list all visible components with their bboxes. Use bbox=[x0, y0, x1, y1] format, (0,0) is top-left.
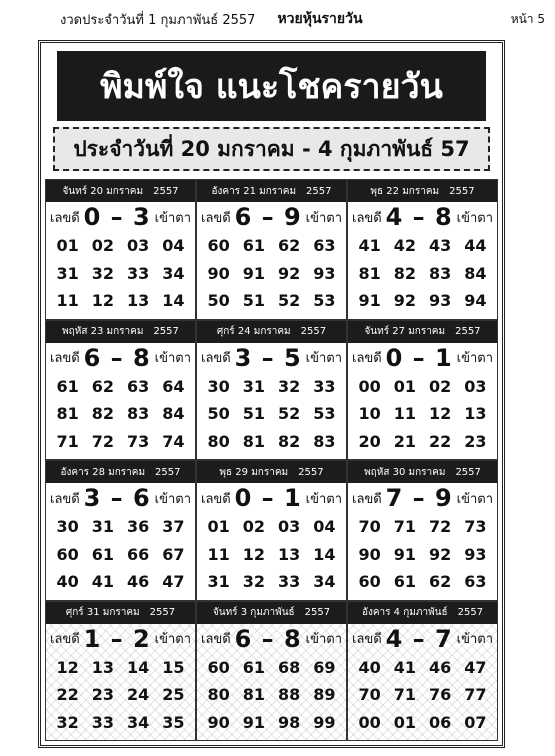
lottery-number: 90 bbox=[207, 712, 230, 732]
day-year: 2557 bbox=[300, 326, 327, 337]
number-row bbox=[352, 264, 493, 283]
lottery-number: 84 bbox=[162, 404, 185, 424]
day-header bbox=[348, 461, 497, 483]
lottery-number: 25 bbox=[162, 685, 185, 705]
lottery-number: 23 bbox=[91, 685, 114, 705]
lead-label: เลขดี bbox=[50, 491, 80, 507]
lottery-number: 33 bbox=[277, 572, 301, 592]
page-header bbox=[40, 6, 545, 32]
lottery-number: 22 bbox=[56, 685, 79, 705]
lottery-number: 47 bbox=[464, 657, 487, 677]
number-row bbox=[352, 377, 493, 396]
lead-row bbox=[46, 202, 195, 232]
number-row bbox=[50, 291, 191, 310]
lottery-number: 44 bbox=[464, 236, 487, 256]
lead-row bbox=[46, 624, 195, 654]
lottery-number: 31 bbox=[91, 517, 114, 537]
lottery-number: 90 bbox=[207, 263, 230, 283]
lottery-number: 52 bbox=[277, 291, 301, 311]
day-panel bbox=[196, 460, 347, 601]
tail-label: เข้าตา bbox=[456, 210, 493, 226]
day-panel bbox=[347, 601, 498, 742]
lead-numbers: 6 – 8 bbox=[234, 624, 302, 653]
lottery-number: 91 bbox=[242, 712, 265, 732]
lottery-number: 07 bbox=[464, 712, 487, 732]
lottery-number: 12 bbox=[428, 404, 452, 424]
day-year: 2557 bbox=[304, 607, 331, 618]
lottery-number: 94 bbox=[464, 291, 487, 311]
lottery-number: 61 bbox=[91, 544, 114, 564]
tail-label: เข้าตา bbox=[154, 210, 191, 226]
lottery-number: 66 bbox=[126, 544, 150, 564]
lottery-number: 00 bbox=[358, 712, 381, 732]
lottery-number: 12 bbox=[242, 544, 265, 564]
lottery-number: 63 bbox=[126, 376, 150, 396]
lead-label: เลขดี bbox=[50, 210, 80, 226]
lottery-number: 32 bbox=[277, 376, 301, 396]
lottery-number: 01 bbox=[393, 376, 416, 396]
lead-label: เลขดี bbox=[201, 210, 231, 226]
number-row bbox=[201, 685, 342, 704]
number-row bbox=[352, 545, 493, 564]
number-row bbox=[50, 404, 191, 423]
lottery-number: 14 bbox=[126, 657, 150, 677]
day-header bbox=[197, 461, 346, 483]
lead-label: เลขดี bbox=[352, 351, 382, 366]
lottery-number: 02 bbox=[428, 376, 452, 396]
lottery-number: 46 bbox=[428, 657, 452, 677]
lead-numbers: 0 – 3 bbox=[83, 203, 151, 231]
lottery-number: 71 bbox=[393, 685, 416, 705]
lottery-number: 13 bbox=[277, 544, 301, 564]
day-date: พุธ 22 มกราคม bbox=[370, 185, 440, 197]
lottery-number: 32 bbox=[56, 712, 79, 732]
lead-numbers: 6 – 9 bbox=[234, 203, 302, 231]
lottery-number: 43 bbox=[428, 236, 452, 256]
number-rows bbox=[46, 232, 195, 319]
lead-row bbox=[197, 343, 346, 373]
lottery-number: 53 bbox=[313, 291, 336, 311]
issue-date: งวดประจำวันที่ 1 กุมภาพันธ์ 2557 bbox=[60, 12, 256, 28]
day-header bbox=[46, 461, 195, 483]
day-panel bbox=[347, 460, 498, 601]
day-date: ศุกร์ 24 มกราคม bbox=[216, 326, 291, 337]
lottery-number: 41 bbox=[358, 236, 381, 256]
lottery-number: 40 bbox=[358, 657, 381, 677]
day-date: พฤหัส 23 มกราคม bbox=[62, 326, 144, 337]
number-rows bbox=[197, 373, 346, 460]
tail-label: เข้าตา bbox=[305, 351, 342, 366]
lottery-number: 62 bbox=[428, 572, 452, 592]
number-row bbox=[50, 377, 191, 396]
day-date: จันทร์ 27 มกราคม bbox=[364, 326, 446, 337]
day-header bbox=[46, 321, 195, 343]
day-year: 2557 bbox=[306, 185, 332, 197]
lead-row bbox=[46, 483, 195, 513]
lottery-number: 81 bbox=[242, 685, 265, 705]
day-year: 2557 bbox=[457, 607, 484, 618]
number-row bbox=[352, 432, 493, 451]
lottery-number: 34 bbox=[126, 712, 150, 732]
lottery-number: 82 bbox=[91, 404, 114, 424]
lottery-number: 62 bbox=[91, 376, 114, 396]
lottery-number: 91 bbox=[242, 263, 265, 283]
lottery-number: 50 bbox=[207, 404, 230, 424]
lottery-number: 01 bbox=[393, 712, 416, 732]
lottery-number: 03 bbox=[464, 376, 487, 396]
lottery-number: 52 bbox=[277, 404, 301, 424]
lottery-number: 93 bbox=[428, 291, 452, 311]
lottery-number: 11 bbox=[56, 291, 79, 311]
lottery-number: 37 bbox=[162, 517, 185, 537]
day-panel bbox=[347, 320, 498, 461]
number-row bbox=[201, 432, 342, 451]
lottery-number: 72 bbox=[428, 517, 452, 537]
lottery-number: 91 bbox=[358, 291, 381, 311]
lead-numbers: 0 – 1 bbox=[385, 343, 453, 372]
lottery-number: 03 bbox=[126, 236, 150, 256]
lottery-number: 93 bbox=[464, 544, 487, 564]
day-year: 2557 bbox=[449, 185, 475, 197]
lottery-number: 82 bbox=[277, 431, 301, 451]
lead-row bbox=[197, 202, 346, 232]
number-rows bbox=[348, 654, 497, 741]
lead-numbers: 3 – 6 bbox=[83, 484, 151, 512]
lottery-number: 60 bbox=[207, 657, 230, 677]
lead-numbers: 1 – 2 bbox=[83, 624, 151, 653]
lead-label: เลขดี bbox=[50, 351, 80, 366]
content-frame bbox=[38, 40, 505, 748]
number-row bbox=[50, 572, 191, 591]
lottery-number: 13 bbox=[464, 404, 487, 424]
day-header bbox=[197, 602, 346, 624]
lottery-number: 71 bbox=[393, 517, 416, 537]
day-date: อังคาร 21 มกราคม bbox=[211, 185, 297, 197]
number-rows bbox=[348, 373, 497, 460]
lottery-number: 00 bbox=[358, 376, 381, 396]
lottery-number: 69 bbox=[313, 657, 336, 677]
lottery-number: 42 bbox=[393, 236, 416, 256]
tail-label: เข้าตา bbox=[154, 491, 191, 507]
lottery-number: 98 bbox=[277, 712, 301, 732]
lottery-number: 20 bbox=[358, 431, 381, 451]
lottery-number: 99 bbox=[313, 712, 336, 732]
day-year: 2557 bbox=[455, 466, 481, 478]
number-row bbox=[201, 572, 342, 591]
lottery-number: 67 bbox=[162, 544, 185, 564]
lottery-number: 88 bbox=[277, 685, 301, 705]
lottery-number: 73 bbox=[464, 517, 487, 537]
lottery-number: 92 bbox=[277, 263, 301, 283]
lottery-number: 47 bbox=[162, 572, 185, 592]
lottery-number: 90 bbox=[358, 544, 381, 564]
lottery-number: 02 bbox=[242, 517, 265, 537]
number-row bbox=[201, 517, 342, 536]
day-date: พุธ 29 มกราคม bbox=[219, 466, 289, 478]
lottery-number: 12 bbox=[91, 291, 114, 311]
lottery-number: 92 bbox=[428, 544, 452, 564]
lottery-number: 03 bbox=[277, 517, 301, 537]
lottery-number: 04 bbox=[313, 517, 336, 537]
lottery-number: 63 bbox=[464, 572, 487, 592]
lottery-number: 14 bbox=[162, 291, 185, 311]
day-header bbox=[348, 602, 497, 624]
lottery-number: 23 bbox=[464, 431, 487, 451]
lead-numbers: 3 – 5 bbox=[234, 343, 302, 372]
number-row bbox=[50, 545, 191, 564]
number-row bbox=[352, 404, 493, 423]
number-row bbox=[352, 291, 493, 310]
day-date: ศุกร์ 31 มกราคม bbox=[65, 607, 140, 618]
lottery-number: 04 bbox=[162, 236, 185, 256]
lottery-number: 61 bbox=[56, 376, 79, 396]
lead-row bbox=[348, 624, 497, 654]
lottery-number: 13 bbox=[91, 657, 114, 677]
lottery-number: 84 bbox=[464, 263, 487, 283]
lottery-number: 61 bbox=[242, 657, 265, 677]
number-row bbox=[50, 685, 191, 704]
tail-label: เข้าตา bbox=[456, 632, 493, 647]
lottery-number: 83 bbox=[126, 404, 150, 424]
lottery-number: 91 bbox=[393, 544, 416, 564]
lottery-number: 74 bbox=[162, 431, 185, 451]
number-row bbox=[50, 658, 191, 677]
number-row bbox=[201, 658, 342, 677]
day-panel bbox=[196, 601, 347, 742]
lead-label: เลขดี bbox=[352, 632, 382, 647]
lottery-number: 68 bbox=[277, 657, 301, 677]
day-panel bbox=[196, 179, 347, 320]
day-panel bbox=[45, 601, 196, 742]
lottery-number: 60 bbox=[56, 544, 79, 564]
lead-label: เลขดี bbox=[201, 351, 231, 366]
number-rows bbox=[46, 513, 195, 600]
lottery-number: 81 bbox=[358, 263, 381, 283]
lead-label: เลขดี bbox=[201, 491, 231, 507]
day-header bbox=[46, 180, 195, 202]
number-rows bbox=[197, 513, 346, 600]
lottery-number: 80 bbox=[207, 685, 230, 705]
lottery-number: 82 bbox=[393, 263, 416, 283]
lottery-number: 83 bbox=[313, 431, 336, 451]
day-date: พฤหัส 30 มกราคม bbox=[364, 466, 446, 478]
tail-label: เข้าตา bbox=[456, 351, 493, 366]
lottery-number: 30 bbox=[56, 517, 79, 537]
lottery-number: 30 bbox=[207, 376, 230, 396]
lead-row bbox=[348, 343, 497, 373]
number-row bbox=[201, 236, 342, 255]
page-number: หน้า 5 bbox=[510, 11, 545, 26]
day-header bbox=[197, 321, 346, 343]
lottery-number: 81 bbox=[242, 431, 265, 451]
lead-numbers: 4 – 7 bbox=[385, 624, 453, 653]
number-row bbox=[201, 291, 342, 310]
day-panel bbox=[45, 179, 196, 320]
number-row bbox=[201, 404, 342, 423]
lottery-number: 11 bbox=[207, 544, 230, 564]
page-title: พิมพ์ใจ แนะโชครายวัน bbox=[57, 51, 486, 121]
day-panel bbox=[196, 320, 347, 461]
number-row bbox=[201, 713, 342, 732]
number-row bbox=[201, 377, 342, 396]
lottery-number: 60 bbox=[207, 236, 230, 256]
day-header bbox=[197, 180, 346, 202]
number-row bbox=[201, 264, 342, 283]
number-row bbox=[352, 713, 493, 732]
lottery-number: 36 bbox=[126, 517, 150, 537]
number-row bbox=[352, 658, 493, 677]
tail-label: เข้าตา bbox=[305, 491, 342, 507]
number-row bbox=[352, 517, 493, 536]
lottery-number: 71 bbox=[56, 431, 79, 451]
lead-numbers: 0 – 1 bbox=[234, 484, 302, 512]
day-date: อังคาร 28 มกราคม bbox=[60, 466, 146, 478]
tail-label: เข้าตา bbox=[305, 210, 342, 226]
lottery-number: 33 bbox=[313, 376, 336, 396]
lottery-number: 32 bbox=[242, 572, 265, 592]
number-row bbox=[352, 685, 493, 704]
day-year: 2557 bbox=[155, 466, 181, 478]
date-range-banner: ประจำวันที่ 20 มกราคม - 4 กุมภาพันธ์ 57 bbox=[53, 127, 490, 171]
number-row bbox=[50, 517, 191, 536]
lead-row bbox=[197, 483, 346, 513]
number-rows bbox=[46, 373, 195, 460]
daily-grid bbox=[45, 179, 498, 741]
tail-label: เข้าตา bbox=[154, 351, 191, 366]
lead-numbers: 4 – 8 bbox=[385, 203, 453, 231]
lottery-number: 22 bbox=[428, 431, 452, 451]
lottery-number: 77 bbox=[464, 685, 487, 705]
day-header bbox=[348, 321, 497, 343]
lottery-number: 34 bbox=[162, 263, 185, 283]
lottery-number: 81 bbox=[56, 404, 79, 424]
lottery-number: 80 bbox=[207, 431, 230, 451]
lottery-number: 93 bbox=[313, 263, 336, 283]
lottery-number: 83 bbox=[428, 263, 452, 283]
day-date: จันทร์ 20 มกราคม bbox=[62, 185, 144, 197]
lottery-number: 01 bbox=[207, 517, 230, 537]
lottery-number: 76 bbox=[428, 685, 452, 705]
lottery-number: 33 bbox=[126, 263, 150, 283]
number-rows bbox=[348, 513, 497, 600]
number-row bbox=[50, 236, 191, 255]
lottery-number: 02 bbox=[91, 236, 114, 256]
lottery-number: 72 bbox=[91, 431, 114, 451]
lottery-number: 31 bbox=[242, 376, 265, 396]
lottery-number: 92 bbox=[393, 291, 416, 311]
lottery-number: 31 bbox=[56, 263, 79, 283]
number-row bbox=[50, 713, 191, 732]
lead-label: เลขดี bbox=[50, 632, 80, 647]
lead-numbers: 6 – 8 bbox=[83, 343, 151, 372]
lottery-number: 51 bbox=[242, 291, 265, 311]
lottery-number: 50 bbox=[207, 291, 230, 311]
lottery-number: 12 bbox=[56, 657, 79, 677]
lead-row bbox=[348, 202, 497, 232]
lottery-number: 89 bbox=[313, 685, 336, 705]
lottery-number: 63 bbox=[313, 236, 336, 256]
lottery-number: 61 bbox=[393, 572, 416, 592]
lottery-number: 31 bbox=[207, 572, 230, 592]
lottery-number: 35 bbox=[162, 712, 185, 732]
day-year: 2557 bbox=[298, 466, 324, 478]
lottery-number: 41 bbox=[91, 572, 114, 592]
lottery-number: 15 bbox=[162, 657, 185, 677]
lottery-number: 13 bbox=[126, 291, 150, 311]
lottery-number: 06 bbox=[428, 712, 452, 732]
lottery-number: 33 bbox=[91, 712, 114, 732]
lottery-number: 73 bbox=[126, 431, 150, 451]
lottery-number: 01 bbox=[56, 236, 79, 256]
number-row bbox=[201, 545, 342, 564]
publication-name: หวยหุ้นรายวัน bbox=[277, 11, 363, 27]
lottery-number: 40 bbox=[56, 572, 79, 592]
lead-row bbox=[46, 343, 195, 373]
lottery-number: 70 bbox=[358, 685, 381, 705]
day-date: อังคาร 4 กุมภาพันธ์ bbox=[361, 607, 448, 618]
lottery-number: 21 bbox=[393, 431, 416, 451]
number-row bbox=[50, 264, 191, 283]
lottery-number: 61 bbox=[242, 236, 265, 256]
number-rows bbox=[197, 232, 346, 319]
lottery-number: 70 bbox=[358, 517, 381, 537]
number-row bbox=[352, 572, 493, 591]
lottery-number: 32 bbox=[91, 263, 114, 283]
lottery-number: 41 bbox=[393, 657, 416, 677]
lottery-number: 53 bbox=[313, 404, 336, 424]
lottery-number: 24 bbox=[126, 685, 150, 705]
lottery-number: 11 bbox=[393, 404, 416, 424]
lottery-number: 62 bbox=[277, 236, 301, 256]
lottery-number: 64 bbox=[162, 376, 185, 396]
day-year: 2557 bbox=[153, 326, 179, 337]
day-date: จันทร์ 3 กุมภาพันธ์ bbox=[212, 607, 295, 618]
lottery-number: 14 bbox=[313, 544, 336, 564]
number-row bbox=[50, 432, 191, 451]
number-rows bbox=[46, 654, 195, 741]
lottery-number: 10 bbox=[358, 404, 381, 424]
tail-label: เข้าตา bbox=[305, 632, 342, 647]
lottery-number: 60 bbox=[358, 572, 381, 592]
day-panel bbox=[45, 320, 196, 461]
lottery-number: 51 bbox=[242, 404, 265, 424]
lottery-number: 34 bbox=[313, 572, 336, 592]
day-panel bbox=[45, 460, 196, 601]
lead-row bbox=[197, 624, 346, 654]
tail-label: เข้าตา bbox=[154, 632, 191, 647]
day-header bbox=[46, 602, 195, 624]
day-header bbox=[348, 180, 497, 202]
day-year: 2557 bbox=[149, 607, 176, 618]
tail-label: เข้าตา bbox=[456, 491, 493, 507]
number-rows bbox=[197, 654, 346, 741]
number-rows bbox=[348, 232, 497, 319]
lead-row bbox=[348, 483, 497, 513]
lottery-number: 46 bbox=[126, 572, 150, 592]
lead-numbers: 7 – 9 bbox=[385, 484, 453, 512]
lead-label: เลขดี bbox=[352, 491, 382, 507]
lead-label: เลขดี bbox=[201, 632, 231, 647]
day-panel bbox=[347, 179, 498, 320]
day-year: 2557 bbox=[455, 326, 481, 337]
number-row bbox=[352, 236, 493, 255]
day-year: 2557 bbox=[153, 185, 179, 197]
lead-label: เลขดี bbox=[352, 210, 382, 226]
